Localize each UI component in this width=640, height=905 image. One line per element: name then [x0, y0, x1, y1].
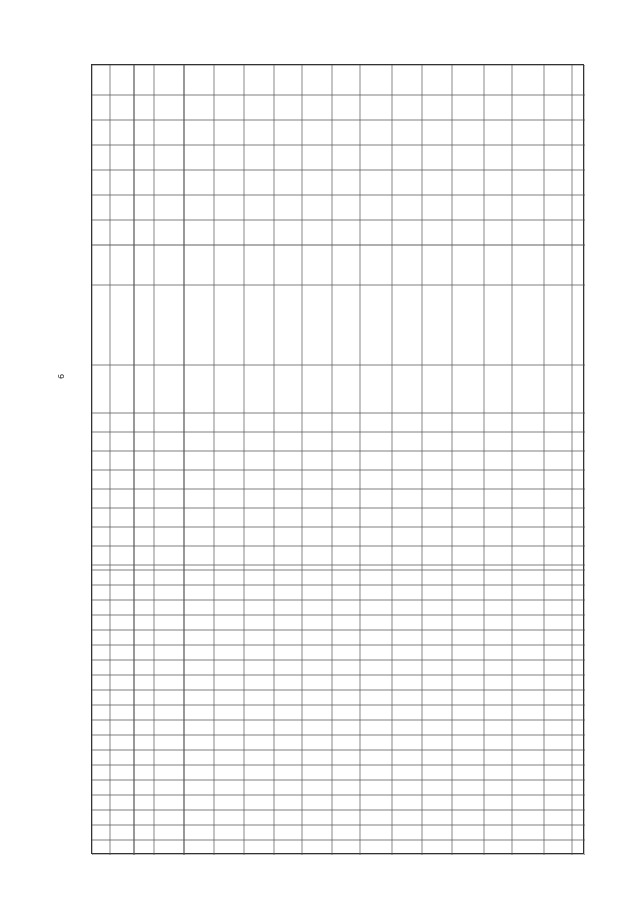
table-grid — [92, 65, 585, 855]
rotated-table — [91, 64, 584, 854]
page-number: 6 — [57, 373, 67, 380]
